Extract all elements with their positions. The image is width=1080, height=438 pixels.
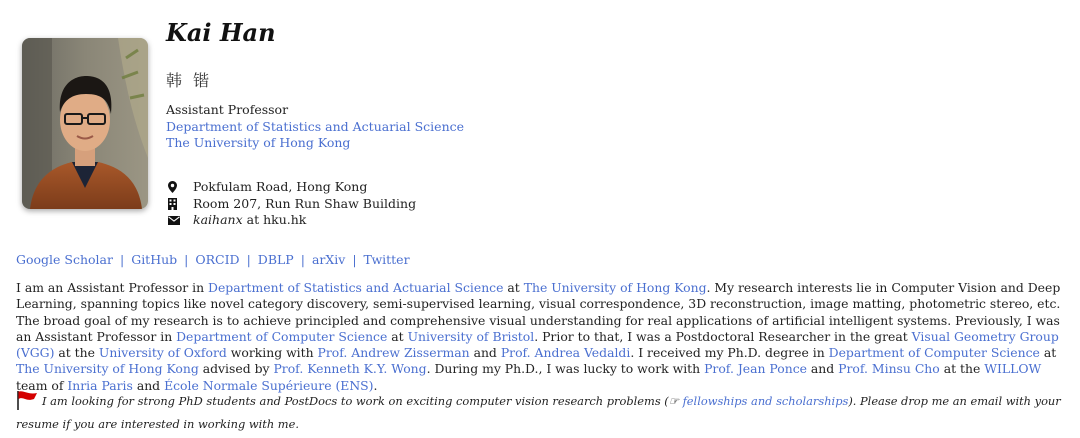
email-text (193, 212, 306, 229)
contact-block (166, 179, 416, 229)
address-row (166, 179, 416, 196)
bio-text: advised by (198, 361, 274, 377)
bio-text: at the (939, 361, 985, 377)
envelope-icon (166, 216, 193, 225)
bio-link-wong[interactable]: Prof. Kenneth K.Y. Wong (273, 361, 427, 377)
orcid-link[interactable]: ORCID (195, 252, 240, 267)
university-link[interactable]: The University of Hong Kong (166, 135, 351, 150)
notice-text: I am looking for strong PhD students and PostDocs to work on exciting computer vision research problems ( (42, 394, 669, 408)
bio-link-oxford[interactable]: University of Oxford (98, 345, 227, 361)
bio-link-ponce[interactable]: Prof. Jean Ponce (704, 361, 807, 377)
bio-link-hku-2[interactable]: The University of Hong Kong (16, 361, 199, 377)
profile-chinese-name: 韩 锴 (166, 71, 213, 90)
red-flag-icon (16, 390, 38, 415)
bio-link-vedaldi[interactable]: Prof. Andrea Vedaldi (500, 345, 631, 361)
bio-link-willow[interactable]: WILLOW (984, 361, 1042, 377)
department-link[interactable]: Department of Statistics and Actuarial Science (166, 118, 465, 134)
github-link[interactable]: GitHub (131, 252, 178, 267)
email-row (166, 212, 416, 229)
profile-links (16, 252, 410, 267)
link-separator: | (119, 252, 125, 267)
notice-text-end: ). Please drop me an email with your resume if you are interested in working with me. (16, 394, 1061, 431)
bio-text: team of (16, 377, 68, 393)
bio-text: . Prior to that, I was a Postdoctoral Researcher in the great (534, 328, 912, 344)
bio-link-vgg[interactable]: Visual Geometry Group (VGG) (16, 328, 1059, 361)
pointer-icon: ☞ (668, 394, 679, 408)
fellowships-link[interactable]: fellowships and scholarships (682, 394, 849, 408)
email-domain: at hku.hk (242, 212, 307, 227)
bio-text: and (806, 361, 839, 377)
bio-text: . I received my Ph.D. degree in (630, 345, 829, 361)
bio-text: . My research interests lie in Computer Vision and Deep Learning, spanning topics like novel category discovery, semi-supervised learning, visual correspondence, 3D reconstruction, image matting, photometric stereo, etc. The broad goal of my research is to achieve principled and comprehensive visual understanding for real applications of artificial intelligent systems. Previously, I was an Assistant Professor in (16, 280, 1061, 344)
recruiting-notice (16, 390, 1072, 433)
link-separator: | (184, 252, 189, 267)
room-text: Room 207, Run Run Shaw Building (193, 195, 417, 211)
bio-text: and (469, 345, 501, 361)
bio-link-ens[interactable]: École Normale Supérieure (ENS) (164, 377, 374, 393)
bio-text: . During my Ph.D., I was lucky to work with (426, 361, 705, 377)
bio-text: at (1039, 345, 1057, 361)
link-separator: | (246, 252, 251, 267)
bio-link-inria[interactable]: Inria Paris (67, 377, 133, 393)
bio-text: . (373, 377, 378, 393)
bio-link-department-stats[interactable]: Department of Statistics and Actuarial Science (208, 280, 504, 295)
room-row (166, 196, 416, 213)
bio-link-bristol[interactable]: University of Bristol (407, 328, 535, 344)
bio-text: and (132, 377, 165, 393)
affiliation-block (166, 102, 464, 152)
link-separator: | (300, 252, 305, 267)
map-marker-icon (166, 181, 193, 193)
bio-link-hku-cs[interactable]: Department of Computer Science (828, 345, 1040, 361)
dblp-link[interactable]: DBLP (257, 252, 294, 267)
bio-text: I am an Assistant Professor in (16, 280, 209, 295)
bio-link-bristol-cs[interactable]: Department of Computer Science (176, 328, 388, 344)
job-title: Assistant Professor (166, 102, 289, 117)
bio-link-zisserman[interactable]: Prof. Andrew Zisserman (317, 345, 470, 361)
google-scholar-link[interactable]: Google Scholar (16, 252, 113, 267)
building-icon (166, 198, 193, 210)
email-user: kaihanx (193, 212, 243, 227)
bio-text: at (503, 280, 524, 295)
twitter-link[interactable]: Twitter (363, 252, 410, 267)
bio-text: at (387, 328, 408, 344)
profile-name: Kai Han (166, 18, 276, 47)
address-text: Pokfulam Road, Hong Kong (193, 179, 368, 194)
bio-paragraph (16, 280, 1072, 394)
bio-link-cho[interactable]: Prof. Minsu Cho (838, 361, 940, 377)
arxiv-link[interactable]: arXiv (311, 252, 346, 267)
bio-text: at the (54, 345, 99, 361)
bio-link-hku[interactable]: The University of Hong Kong (523, 280, 707, 295)
link-separator: | (352, 252, 357, 267)
bio-text: working with (226, 345, 318, 361)
profile-photo (22, 38, 148, 209)
